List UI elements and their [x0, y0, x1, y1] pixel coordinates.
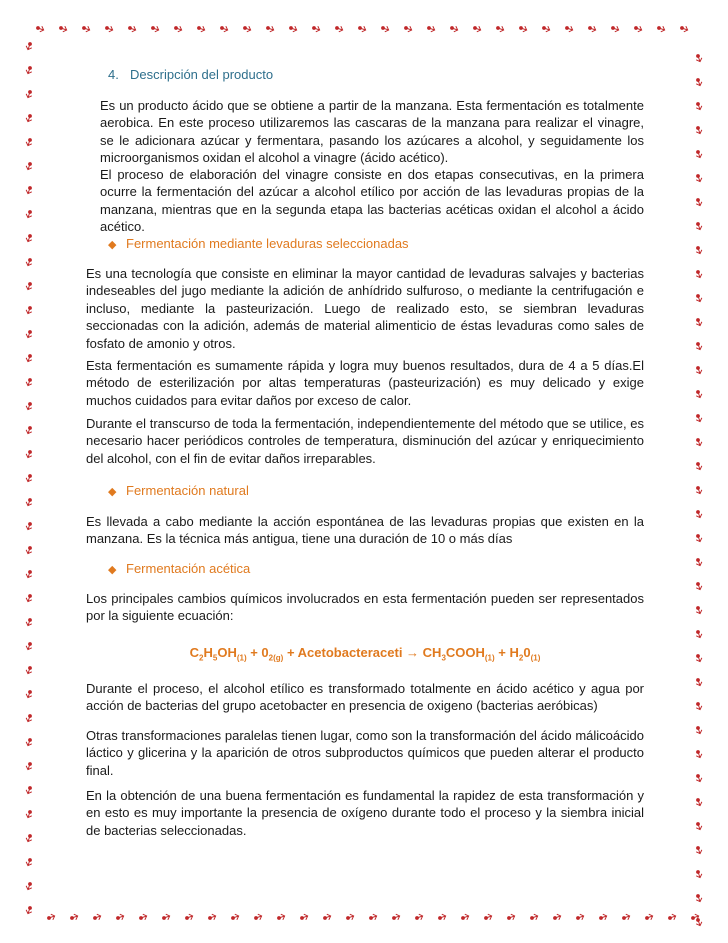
- floral-border-icon: [612, 27, 615, 30]
- floral-border-icon: [485, 917, 488, 920]
- floral-border-icon: [370, 917, 373, 920]
- floral-border-icon: [83, 27, 86, 30]
- floral-border-icon: [244, 27, 247, 30]
- floral-border-icon: [209, 917, 212, 920]
- floral-border-icon: [336, 27, 339, 30]
- floral-border-icon: [697, 871, 700, 874]
- floral-border-icon: [29, 403, 32, 406]
- floral-border-icon: [697, 199, 700, 202]
- floral-border-icon: [301, 917, 304, 920]
- floral-border-icon: [37, 27, 40, 30]
- floral-border-icon: [175, 27, 178, 30]
- floral-border-icon: [106, 27, 109, 30]
- subsection-heading: [108, 482, 249, 501]
- floral-border-icon: [600, 917, 603, 920]
- floral-border-icon: [29, 187, 32, 190]
- floral-border-icon: [198, 27, 201, 30]
- floral-border-icon: [428, 27, 431, 30]
- floral-border-icon: [60, 27, 63, 30]
- floral-border-icon: [29, 739, 32, 742]
- floral-border-icon: [697, 343, 700, 346]
- floral-border-icon: [163, 917, 166, 920]
- subsection-heading: [108, 560, 250, 579]
- floral-border-icon: [697, 655, 700, 658]
- floral-border-icon: [186, 917, 189, 920]
- floral-border-icon: [697, 175, 700, 178]
- floral-border-icon: [697, 511, 700, 514]
- floral-border-icon: [697, 223, 700, 226]
- floral-border-icon: [697, 751, 700, 754]
- body-paragraph: Esta fermentación es sumamente rápida y logra muy buenos resultados, dura de 4 a 5 días.El método de esterilización por altas temperaturas (pasteurización) es muy delicado y exige muchos cuidados para evitar daños por exceso de calor.: [86, 358, 644, 408]
- floral-border-icon: [29, 427, 32, 430]
- floral-border-icon: [71, 917, 74, 920]
- floral-border-icon: [697, 847, 700, 850]
- floral-border-icon: [29, 547, 32, 550]
- floral-border-icon: [692, 917, 695, 920]
- floral-border-icon: [29, 43, 32, 46]
- floral-border-icon: [439, 917, 442, 920]
- subsection-heading: [108, 235, 409, 254]
- floral-border-icon: [29, 163, 32, 166]
- floral-border-icon: [554, 917, 557, 920]
- floral-border-icon: [697, 775, 700, 778]
- floral-border-icon: [474, 27, 477, 30]
- subsection-title: Fermentación acética: [126, 561, 251, 576]
- floral-border-icon: [697, 367, 700, 370]
- floral-border-icon: [140, 917, 143, 920]
- floral-border-icon: [697, 391, 700, 394]
- floral-border-icon: [697, 439, 700, 442]
- section-title: Descripción del producto: [130, 67, 274, 82]
- floral-border-icon: [416, 917, 419, 920]
- floral-border-icon: [697, 319, 700, 322]
- floral-border-icon: [543, 27, 546, 30]
- floral-border-icon: [697, 79, 700, 82]
- floral-border-icon: [29, 283, 32, 286]
- floral-border-icon: [697, 55, 700, 58]
- floral-border-icon: [566, 27, 569, 30]
- floral-border-icon: [635, 27, 638, 30]
- floral-border-icon: [29, 907, 32, 910]
- floral-border-icon: [697, 535, 700, 538]
- body-paragraph: Es una tecnología que consiste en eliminar la mayor cantidad de levaduras salvajes y bacterias indeseables del jugo mediante la adición de anhídrido sulfuroso, o mediante la centrifugación e incluso, mediante la pasteurización. Luego de realizado esto, se siembran levaduras seccionadas con la adición, además de material alimenticio de éstas levaduras como sales de fosfato de amonio y otros.: [86, 266, 644, 351]
- section-number: 4.: [108, 67, 119, 82]
- body-paragraph: En la obtención de una buena fermentación es fundamental la rapidez de esta transformación y en esto es muy importante la presencia de oxígeno durante todo el proceso y la siembra inicial de bacterias seleccionadas.: [86, 788, 644, 838]
- floral-border-icon: [29, 379, 32, 382]
- floral-border-icon: [29, 643, 32, 646]
- intro-paragraph: El proceso de elaboración del vinagre consiste en dos etapas consecutivas, en la primera ocurre la fermentación del azúcar a alcohol etílico por acción de las levaduras propias de la manzana, mientras que en la segunda etapa las bacterias acéticas oxidan el alcohol a ácido acético.: [100, 167, 644, 235]
- floral-border-icon: [313, 27, 316, 30]
- floral-border-icon: [29, 763, 32, 766]
- floral-border-icon: [29, 715, 32, 718]
- floral-border-icon: [589, 27, 592, 30]
- floral-border-icon: [29, 259, 32, 262]
- section-heading: [108, 66, 273, 83]
- floral-border-icon: [697, 679, 700, 682]
- floral-border-icon: [29, 139, 32, 142]
- body-paragraph: Es llevada a cabo mediante la acción espontánea de las levaduras propias que existen en la manzana. Es la técnica más antigua, tiene una duración de 10 o más días: [86, 514, 644, 547]
- floral-border-icon: [290, 27, 293, 30]
- floral-border-icon: [462, 917, 465, 920]
- floral-border-icon: [697, 799, 700, 802]
- diamond-bullet-icon: ◆: [108, 486, 117, 498]
- floral-border-icon: [658, 27, 661, 30]
- floral-border-icon: [669, 917, 672, 920]
- floral-border-icon: [697, 823, 700, 826]
- floral-border-icon: [697, 559, 700, 562]
- floral-border-icon: [29, 67, 32, 70]
- subsection-title: Fermentación mediante levaduras seleccionadas: [126, 236, 409, 251]
- floral-border-icon: [29, 91, 32, 94]
- floral-border-icon: [347, 917, 350, 920]
- floral-border-icon: [29, 571, 32, 574]
- floral-border-icon: [278, 917, 281, 920]
- floral-border-icon: [697, 631, 700, 634]
- floral-border-icon: [508, 917, 511, 920]
- floral-border-icon: [497, 27, 500, 30]
- floral-border-icon: [29, 211, 32, 214]
- floral-border-icon: [232, 917, 235, 920]
- floral-border-icon: [29, 307, 32, 310]
- floral-border-icon: [697, 607, 700, 610]
- floral-border-icon: [29, 595, 32, 598]
- floral-border-icon: [681, 27, 684, 30]
- intro-paragraph: Es un producto ácido que se obtiene a partir de la manzana. Esta fermentación es totalmente aerobica. En este proceso utilizaremos las cascaras de la manzana para realizar el vinagre, se le adicionara azúcar y fermentara, pasando los azúcares a alcohol, y seguidamente los microorganismos oxidan el alcohol a vinagre (ácido acético).: [100, 98, 644, 166]
- floral-border-icon: [29, 667, 32, 670]
- diamond-bullet-icon: ◆: [108, 239, 117, 251]
- diamond-bullet-icon: ◆: [108, 564, 117, 576]
- floral-border-icon: [29, 787, 32, 790]
- body-paragraph: Los principales cambios químicos involucrados en esta fermentación pueden ser representados por la siguiente ecuación:: [86, 591, 644, 624]
- floral-border-icon: [29, 835, 32, 838]
- body-paragraph: Otras transformaciones paralelas tienen lugar, como son la transformación del ácido málicoácido láctico y glicerina y la aparición de otros subproductos químicos que pueden alterar el producto final.: [86, 728, 644, 778]
- floral-border-icon: [29, 883, 32, 886]
- floral-border-icon: [29, 619, 32, 622]
- floral-border-icon: [29, 355, 32, 358]
- floral-border-icon: [29, 331, 32, 334]
- chemical-equation: $C_2H_5OH_{(1)} + 0_{2(g)}$ + Acetobacteraceti → $CH_3COOH_{(1)} + H_20_{(1)}$: [189, 645, 541, 663]
- floral-border-icon: [29, 691, 32, 694]
- floral-border-icon: [405, 27, 408, 30]
- floral-border-icon: [29, 235, 32, 238]
- floral-border-icon: [267, 27, 270, 30]
- floral-border-icon: [393, 917, 396, 920]
- floral-border-icon: [451, 27, 454, 30]
- floral-border-icon: [255, 917, 258, 920]
- floral-border-icon: [152, 27, 155, 30]
- floral-border-icon: [697, 127, 700, 130]
- floral-border-icon: [29, 523, 32, 526]
- floral-border-icon: [623, 917, 626, 920]
- floral-border-icon: [697, 415, 700, 418]
- floral-border-icon: [531, 917, 534, 920]
- floral-border-icon: [697, 919, 700, 922]
- floral-border-icon: [94, 917, 97, 920]
- floral-border-icon: [29, 811, 32, 814]
- body-paragraph: Durante el transcurso de toda la fermentación, independientemente del método que se utilice, es necesario hacer periódicos controles de temperatura, disminución del azúcar y enriquecimiento del alcohol, con el fin de evitar daños irreparables.: [86, 416, 644, 466]
- floral-border-icon: [221, 27, 224, 30]
- floral-border-icon: [697, 895, 700, 898]
- floral-border-icon: [697, 151, 700, 154]
- floral-border-icon: [697, 703, 700, 706]
- floral-border-icon: [520, 27, 523, 30]
- floral-border-icon: [48, 917, 51, 920]
- floral-border-icon: [29, 499, 32, 502]
- floral-border-icon: [117, 917, 120, 920]
- floral-border-icon: [29, 475, 32, 478]
- floral-border-icon: [697, 727, 700, 730]
- floral-border-icon: [697, 487, 700, 490]
- floral-border-icon: [29, 115, 32, 118]
- floral-border-icon: [29, 451, 32, 454]
- floral-border-icon: [697, 295, 700, 298]
- floral-border-icon: [382, 27, 385, 30]
- floral-border-icon: [697, 583, 700, 586]
- floral-border-icon: [324, 917, 327, 920]
- floral-border-icon: [697, 271, 700, 274]
- floral-border-icon: [697, 463, 700, 466]
- floral-border-icon: [129, 27, 132, 30]
- floral-border-icon: [577, 917, 580, 920]
- floral-border-icon: [697, 247, 700, 250]
- floral-border-icon: [359, 27, 362, 30]
- subsection-title: Fermentación natural: [126, 483, 249, 498]
- floral-border-icon: [646, 917, 649, 920]
- body-paragraph: Durante el proceso, el alcohol etílico es transformado totalmente en ácido acético y agua por acción de bacterias del grupo acetobacter en presencia de oxigeno (bacterias aeróbicas): [86, 681, 644, 714]
- floral-border-icon: [697, 103, 700, 106]
- floral-border-icon: [29, 859, 32, 862]
